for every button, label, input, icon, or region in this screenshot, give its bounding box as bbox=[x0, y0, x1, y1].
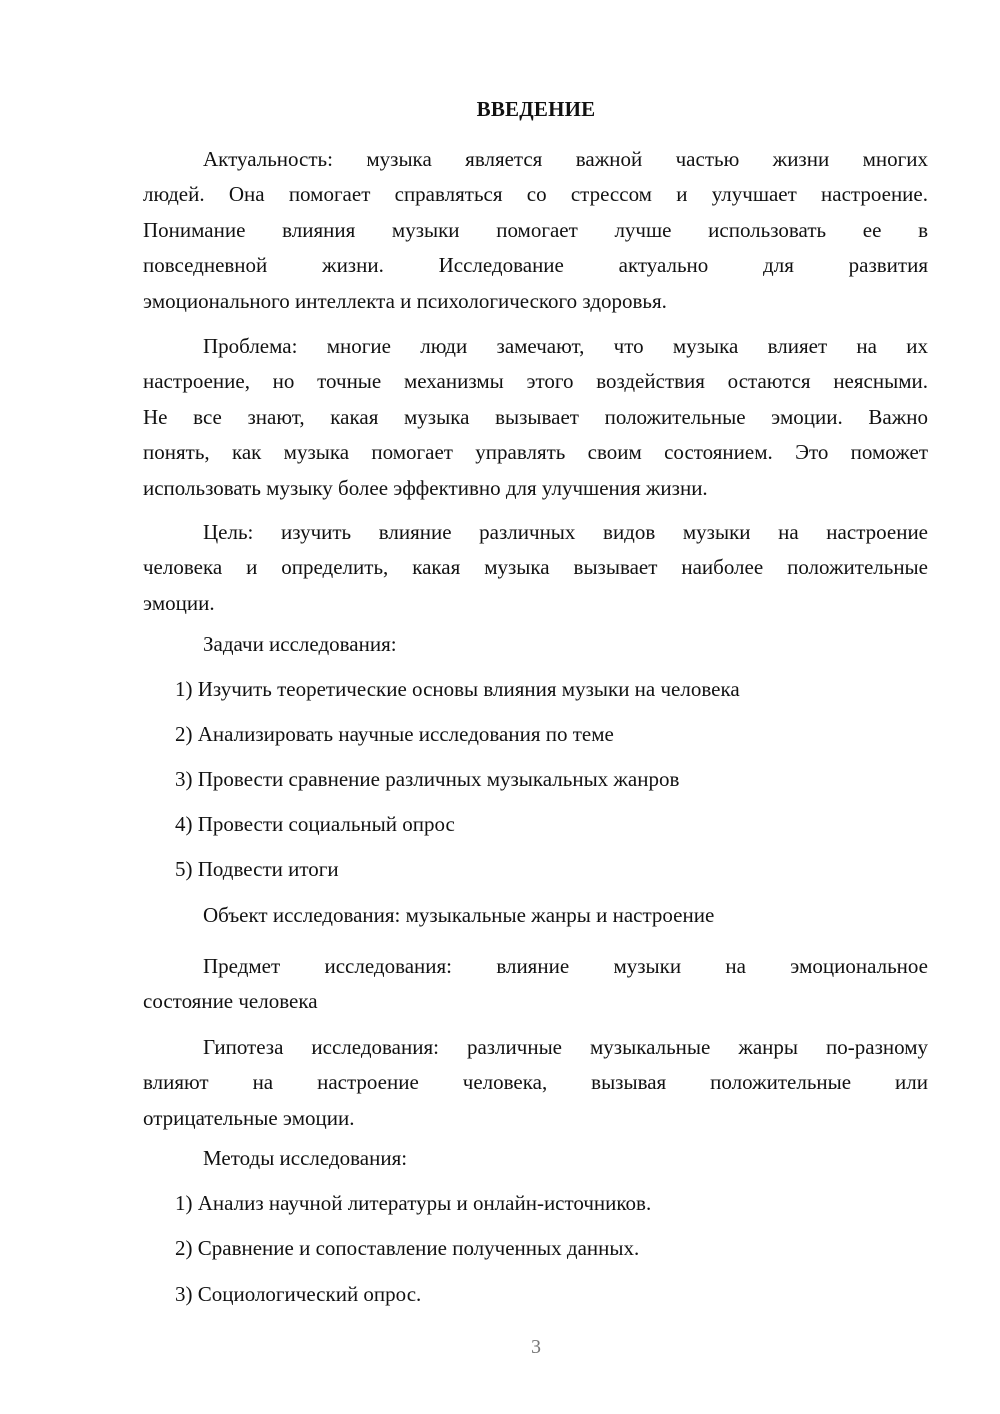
hypothesis-paragraph bbox=[143, 1030, 928, 1136]
task-item: 3) Провести сравнение различных музыкальных жанров bbox=[175, 767, 680, 791]
subject-paragraph bbox=[143, 949, 928, 1020]
tasks-heading: Задачи исследования: bbox=[203, 632, 397, 656]
object-paragraph: Объект исследования: музыкальные жанры и настроение bbox=[203, 903, 715, 927]
text-line: отрицательные эмоции. bbox=[143, 1105, 355, 1130]
text-line: эмоции. bbox=[143, 590, 215, 615]
text-line: понять, как музыка помогает управлять своим состоянием. Это поможет bbox=[143, 440, 928, 465]
method-item: 2) Сравнение и сопоставление полученных данных. bbox=[175, 1236, 640, 1260]
text-line: людей. Она помогает справляться со стрессом и улучшает настроение. bbox=[143, 182, 928, 207]
problem-paragraph bbox=[143, 329, 928, 506]
text-line: повседневной жизни. Исследование актуально для развития bbox=[143, 253, 928, 278]
text-line: Гипотеза исследования: различные музыкальные жанры по-разному bbox=[203, 1035, 928, 1059]
text-line: Актуальность: музыка является важной частью жизни многих bbox=[203, 147, 928, 171]
text-line: Проблема: многие люди замечают, что музыка влияет на их bbox=[203, 334, 928, 358]
section-title: ВВЕДЕНИЕ bbox=[476, 97, 596, 121]
task-item: 4) Провести социальный опрос bbox=[175, 812, 455, 836]
task-item: 1) Изучить теоретические основы влияния музыки на человека bbox=[175, 677, 740, 701]
relevance-paragraph bbox=[143, 142, 928, 319]
text-line: человека и определить, какая музыка вызывает наиболее положительные bbox=[143, 555, 928, 580]
text-line: Предмет исследования: влияние музыки на эмоциональное bbox=[203, 954, 928, 978]
goal-paragraph bbox=[143, 515, 928, 621]
text-line: использовать музыку более эффективно для улучшения жизни. bbox=[143, 475, 708, 500]
text-line: настроение, но точные механизмы этого воздействия остаются неясными. bbox=[143, 369, 928, 394]
page-number: 3 bbox=[531, 1336, 541, 1358]
methods-heading: Методы исследования: bbox=[203, 1146, 408, 1170]
task-item: 2) Анализировать научные исследования по теме bbox=[175, 722, 614, 746]
text-line: эмоционального интеллекта и психологического здоровья. bbox=[143, 288, 667, 313]
text-line: влияют на настроение человека, вызывая положительные или bbox=[143, 1070, 928, 1095]
task-item: 5) Подвести итоги bbox=[175, 857, 339, 881]
text-line: состояние человека bbox=[143, 989, 318, 1014]
method-item: 3) Социологический опрос. bbox=[175, 1282, 422, 1306]
text-line: Цель: изучить влияние различных видов музыки на настроение bbox=[203, 520, 928, 544]
text-line: Понимание влияния музыки помогает лучше использовать ее в bbox=[143, 217, 928, 242]
text-line: Не все знают, какая музыка вызывает положительные эмоции. Важно bbox=[143, 404, 928, 429]
method-item: 1) Анализ научной литературы и онлайн-источников. bbox=[175, 1191, 652, 1215]
